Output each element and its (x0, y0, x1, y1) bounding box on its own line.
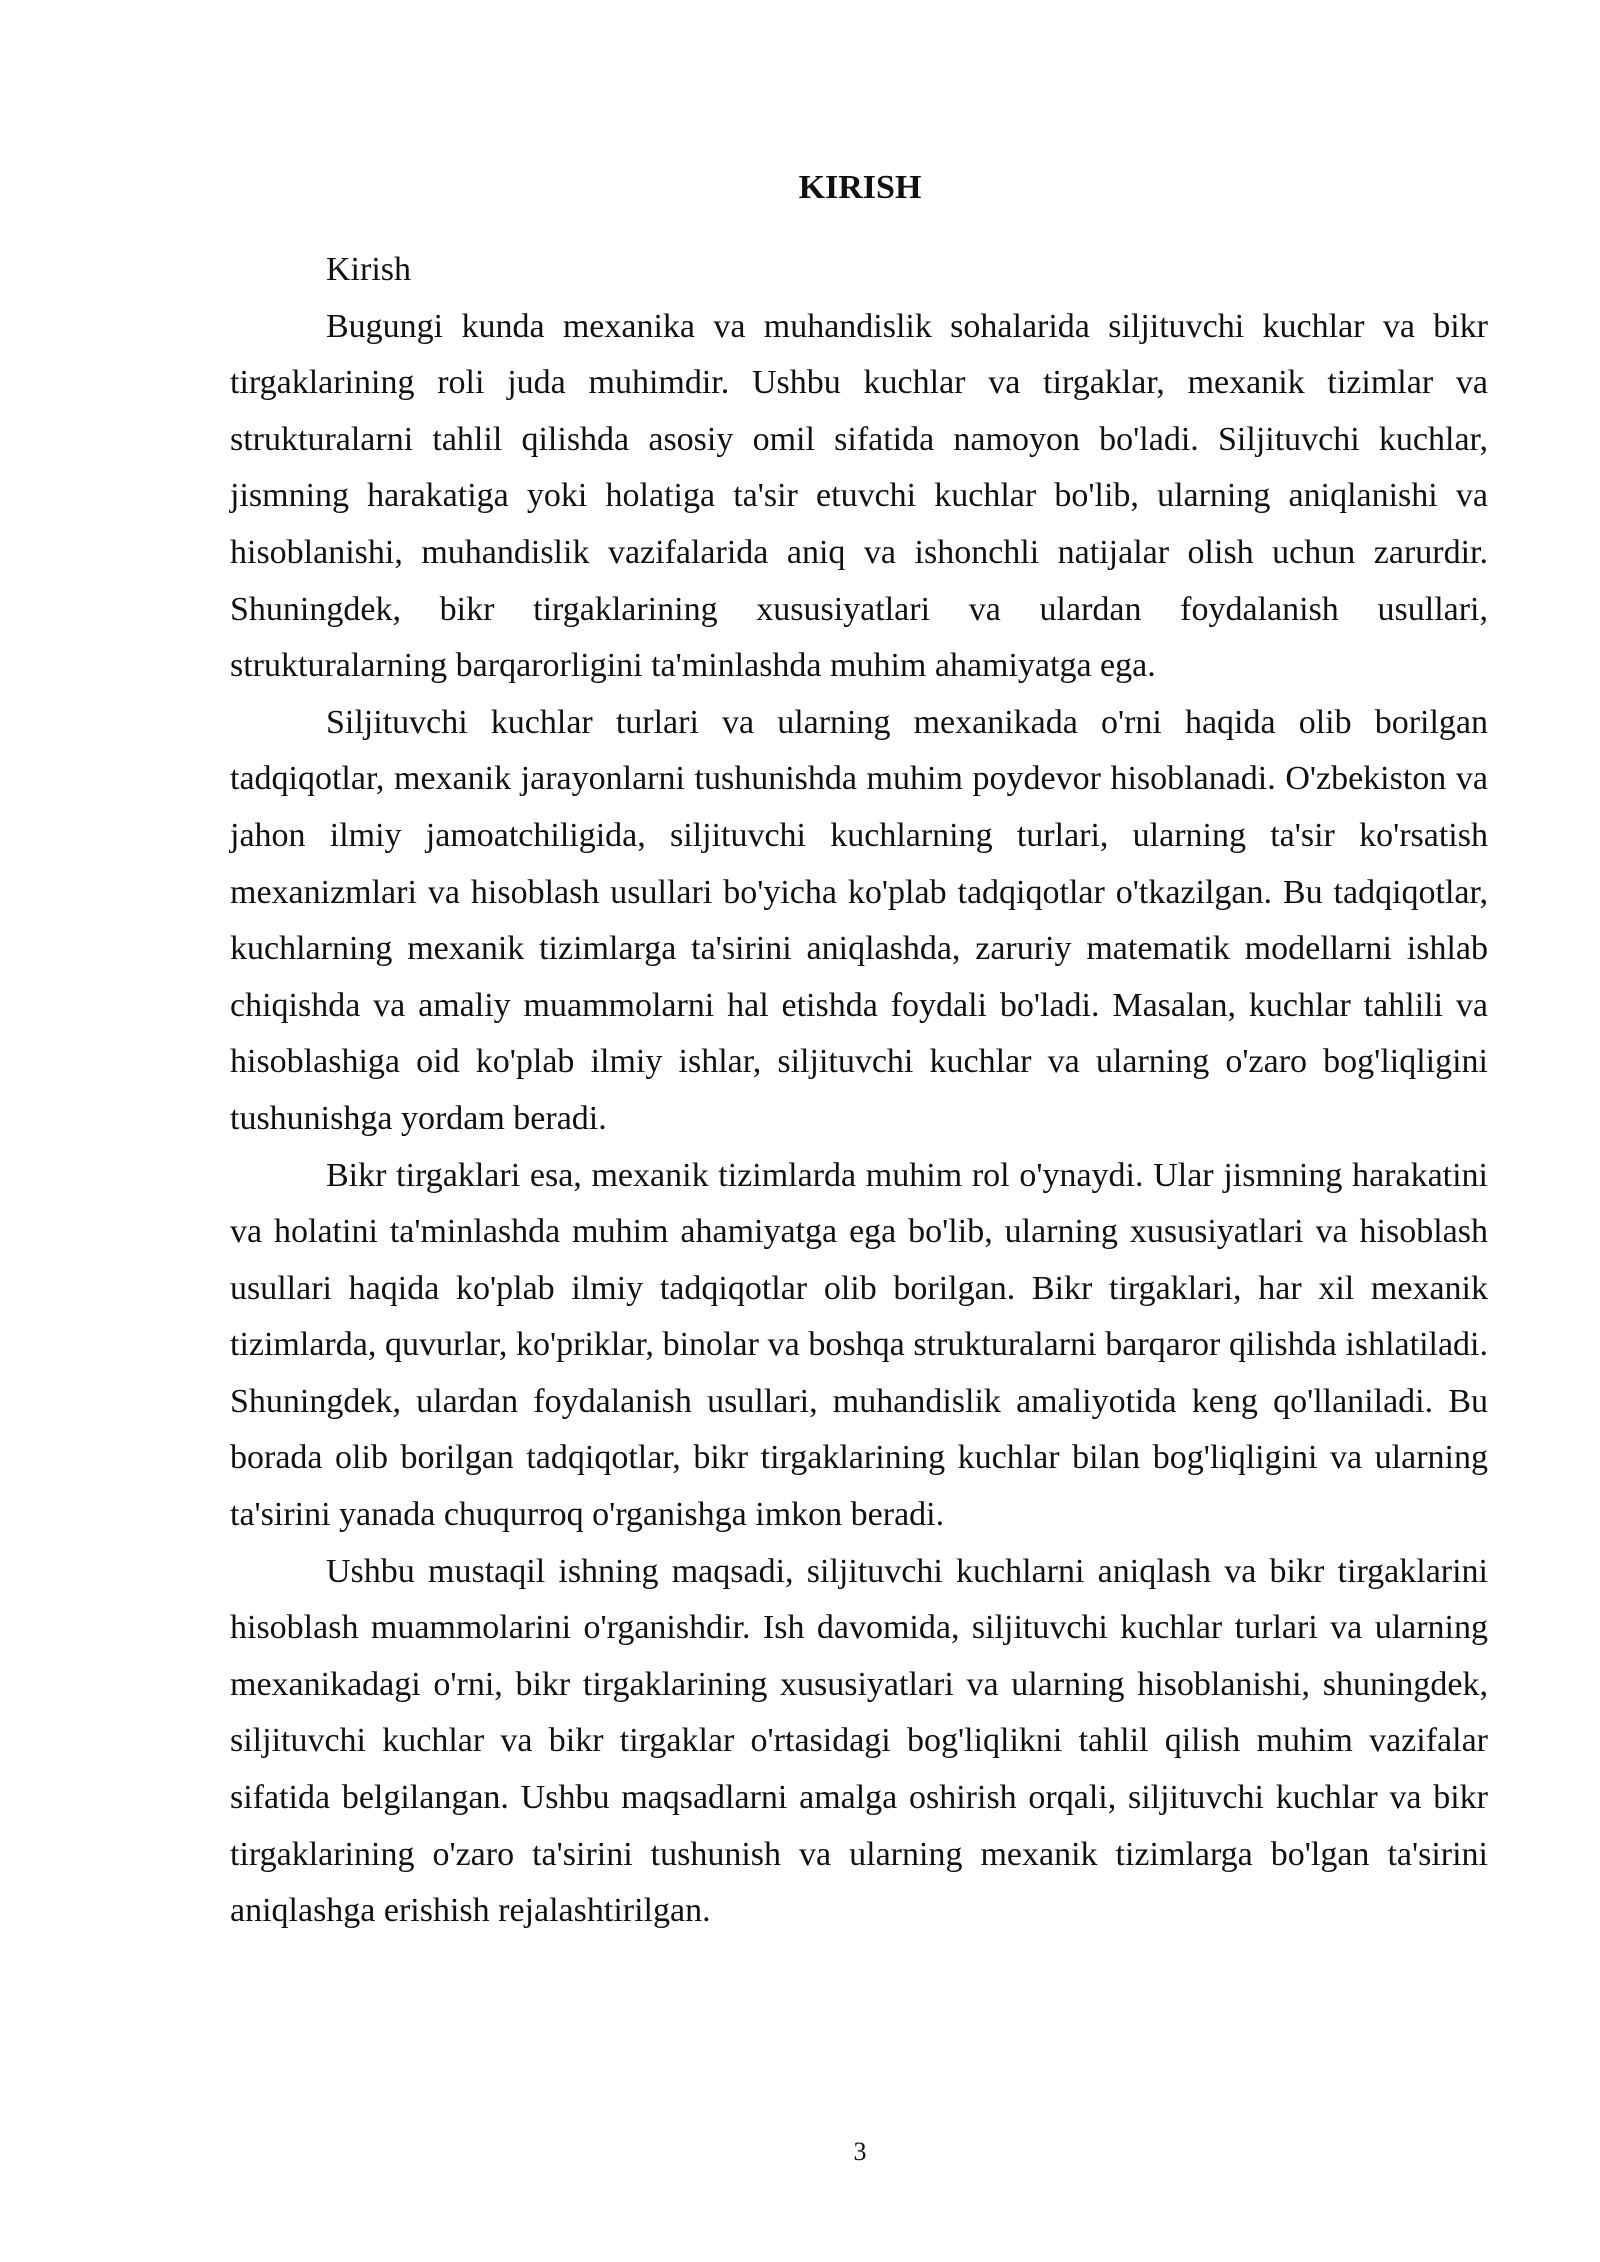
paragraph-1: Bugungi kunda mexanika va muhandislik sohalarida siljituvchi kuchlar va bikr tirgaklarining roli juda muhimdir. Ushbu kuchlar va tirgaklar, mexanik tizimlar va strukturalarni tahlil qilishda asosiy omil sifatida namoyon bo'ladi. Siljituvchi kuchlar, jismning harakatiga yoki holatiga ta'sir etuvchi kuchlar bo'lib, ularning aniqlanishi va hisoblanishi, muhandislik vazifalarida aniq va ishonchli natijalar olish uchun zarurdir. Shuningdek, bikr tirgaklarining xususiyatlari va ulardan foydalanish usullari, strukturalarning barqarorligini ta'minlashda muhim ahamiyatga ega. (230, 307, 1488, 685)
section-subheading: Kirish (326, 251, 411, 288)
page-title: KIRISH (798, 169, 922, 206)
paragraph-2: Siljituvchi kuchlar turlari va ularning mexanikada o'rni haqida olib borilgan tadqiqotlar, mexanik jarayonlarni tushunishda muhim poydevor hisoblanadi. O'zbekiston va jahon ilmiy jamoatchiligida, siljituvchi kuchlarning turlari, ularning ta'sir ko'rsatish mexanizmlari va hisoblash usullari bo'yicha ko'plab tadqiqotlar o'tkazilgan. Bu tadqiqotlar, kuchlarning mexanik tizimlarga ta'sirini aniqlashda, zaruriy matematik modellarni ishlab chiqishda va amaliy muammolarni hal etishda foydali bo'ladi. Masalan, kuchlar tahlili va hisoblashiga oid ko'plab ilmiy ishlar, siljituvchi kuchlar va ularning o'zaro bog'liqligini tushunishga yordam beradi. (230, 703, 1488, 1137)
paragraph-4: Ushbu mustaqil ishning maqsadi, siljituvchi kuchlarni aniqlash va bikr tirgaklarini hisoblash muammolarini o'rganishdir. Ish davomida, siljituvchi kuchlar turlari va ularning mexanikadagi o'rni, bikr tirgaklarining xususiyatlari va ularning hisoblanishi, shuningdek, siljituvchi kuchlar va bikr tirgaklar o'rtasidagi bog'liqlikni tahlil qilish muhim vazifalar sifatida belgilangan. Ushbu maqsadlarni amalga oshirish orqali, siljituvchi kuchlar va bikr tirgaklarining o'zaro ta'sirini tushunish va ularning mexanik tizimlarga bo'lgan ta'sirini aniqlashga erishish rejalashtirilgan. (230, 1552, 1488, 1930)
paragraph-3: Bikr tirgaklari esa, mexanik tizimlarda muhim rol o'ynaydi. Ular jismning harakatini va holatini ta'minlashda muhim ahamiyatga ega bo'lib, ularning xususiyatlari va hisoblash usullari haqida ko'plab ilmiy tadqiqotlar olib borilgan. Bikr tirgaklari, har xil mexanik tizimlarda, quvurlar, ko'priklar, binolar va boshqa strukturalarni barqaror qilishda ishlatiladi. Shuningdek, ulardan foydalanish usullari, muhandislik amaliyotida keng qo'llaniladi. Bu borada olib borilgan tadqiqotlar, bikr tirgaklarining kuchlar bilan bog'liqligini va ularning ta'sirini yanada chuqurroq o'rganishga imkon beradi. (230, 1156, 1488, 1534)
page-number: 3 (853, 2137, 867, 2166)
page-content (230, 160, 1488, 1940)
